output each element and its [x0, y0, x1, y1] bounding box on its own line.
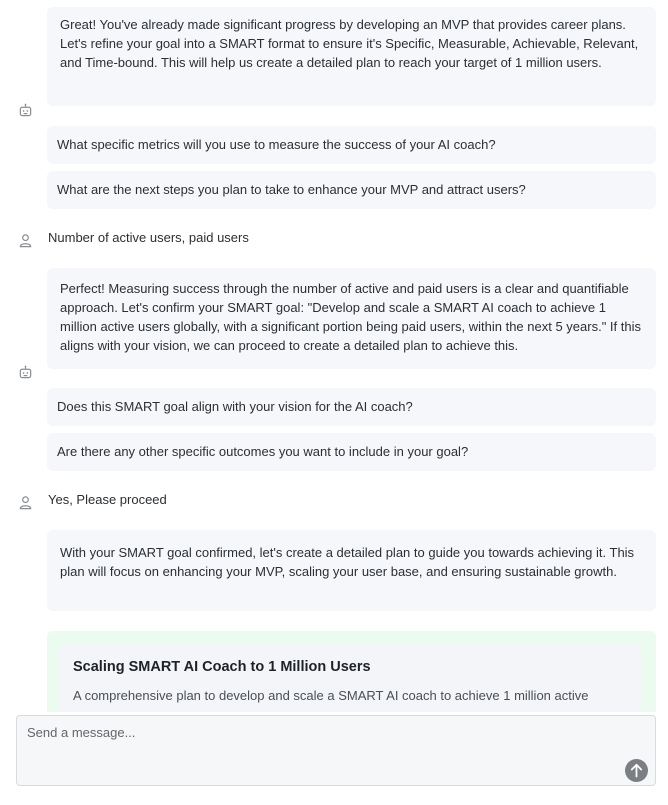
message-input[interactable] [17, 716, 655, 785]
suggestion-chip[interactable] [47, 388, 656, 426]
suggestion-text: What are the next steps you plan to take to enhance your MVP and attract users? [57, 182, 526, 197]
plan-title: Scaling SMART AI Coach to 1 Million Users [73, 659, 371, 675]
message-composer [16, 715, 656, 786]
plan-description: A comprehensive plan to develop and scale a SMART AI coach to achieve 1 million active [73, 688, 589, 703]
arrow-up-icon [630, 763, 643, 778]
plan-card-body[interactable] [59, 645, 642, 712]
suggestion-text: What specific metrics will you use to measure the success of your AI coach? [57, 137, 496, 152]
assistant-bubble [47, 7, 656, 106]
suggestion-text: Are there any other specific outcomes you want to include in your goal? [57, 444, 469, 459]
suggestion-chip[interactable] [47, 171, 656, 209]
send-button[interactable] [625, 759, 648, 782]
assistant-message-text: Perfect! Measuring success through the number of active and paid users is a clear and quantifiable approach. Let's confirm your SMART goal: "Develop and scale a SMART AI coach to achieve 1 million active users globally, with a significant portion being paid users, within the next 5 years." If this aligns with your vision, we can proceed to create a detailed plan to achieve this. [60, 281, 641, 353]
suggestion-text: Does this SMART goal align with your vision for the AI coach? [57, 399, 413, 414]
assistant-bubble [47, 530, 656, 611]
user-message-text: Number of active users, paid users [48, 230, 249, 245]
bot-icon [18, 365, 33, 380]
suggestion-chip[interactable] [47, 126, 656, 164]
user-message-text: Yes, Please proceed [48, 492, 167, 507]
assistant-message-text: Great! You've already made significant progress by developing an MVP that provides career plans. Let's refine your goal into a SMART format to ensure it's Specific, Measurable, Achievable, Relevant, and Time-bound. This will help us create a detailed plan to reach your target of 1 million users. [60, 17, 639, 70]
assistant-message-text: With your SMART goal confirmed, let's create a detailed plan to guide you towards achieving it. This plan will focus on enhancing your MVP, scaling your user base, and ensuring sustainable growth. [60, 545, 635, 579]
assistant-bubble [47, 268, 656, 369]
user-icon [18, 233, 33, 248]
user-icon [18, 495, 33, 510]
plan-card [47, 631, 656, 712]
suggestion-chip[interactable] [47, 433, 656, 471]
bot-icon [18, 103, 33, 118]
